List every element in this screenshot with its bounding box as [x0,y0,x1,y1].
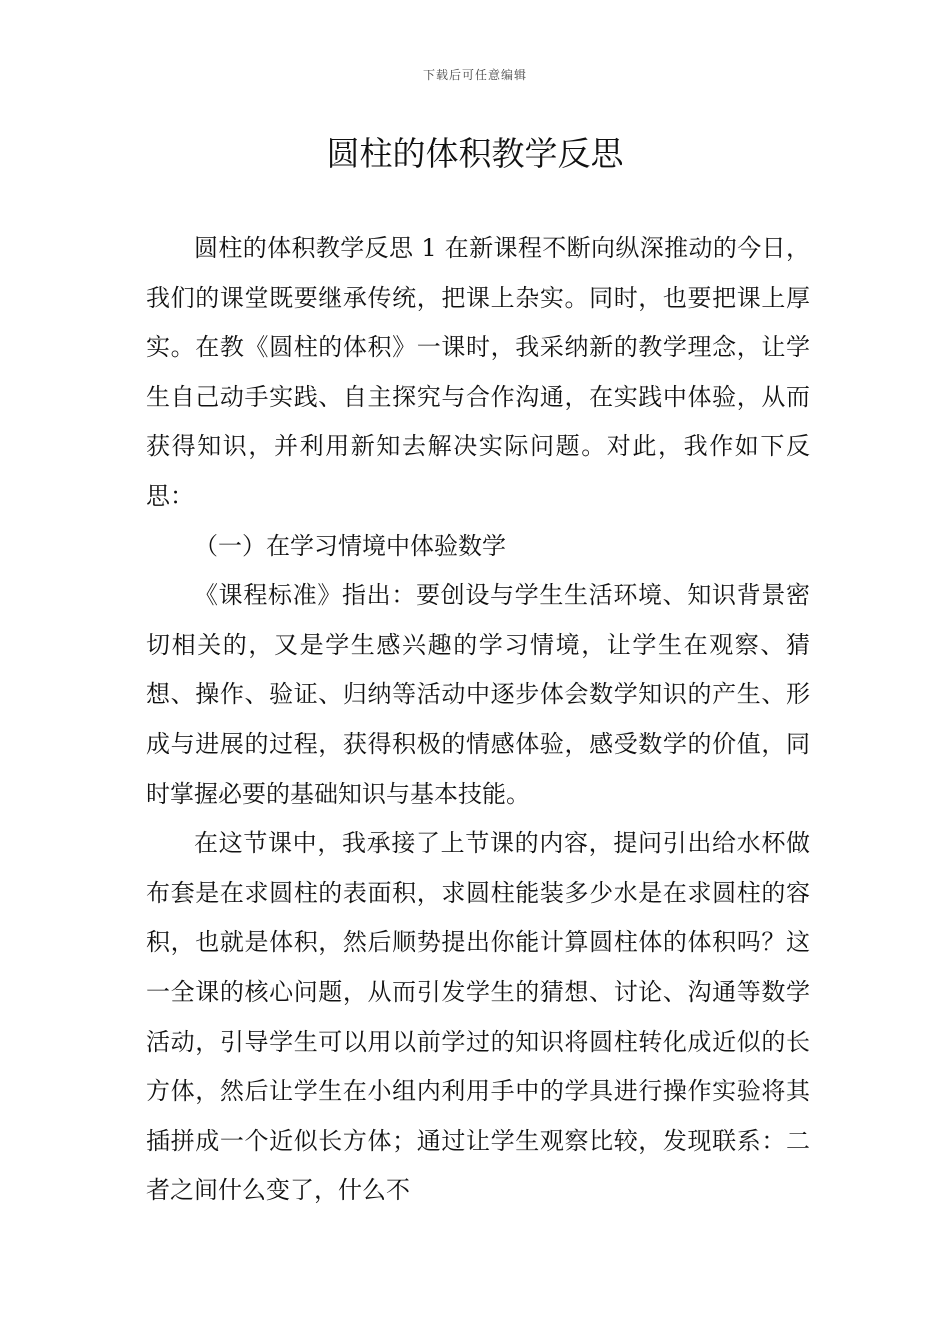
section-heading: （一）在学习情境中体验数学 [194,531,506,560]
header-note: 下载后可任意编辑 [422,68,527,82]
document-body [146,224,810,1216]
paragraph-curriculum-standard: 《课程标准》指出：要创设与学生生活环境、知识背景密切相关的，又是学生感兴趣的学习情境，让学生在观察、猜想、操作、验证、归纳等活动中逐步体会数学知识的产生、形成与进展的过程，获得积极的情感体验，感受数学的价值，同时掌握必要的基础知识与基本技能。 [146,581,810,808]
document-title: 圆柱的体积教学反思 [326,134,624,173]
paragraph-intro: 圆柱的体积教学反思 1 在新课程不断向纵深推动的今日，我们的课堂既要继承传统，把课上杂实。同时，也要把课上厚实。在教《圆柱的体积》一课时，我采纳新的教学理念，让学生自己动手实践、自主探究与合作沟通，在实践中体验，从而获得知识，并利用新知去解决实际问题。对此，我作如下反思： [146,234,810,510]
paragraph-lesson-process: 在这节课中，我承接了上节课的内容，提问引出给水杯做布套是在求圆柱的表面积，求圆柱能装多少水是在求圆柱的容积，也就是体积，然后顺势提出你能计算圆柱体的体积吗？这一全课的核心问题，从而引发学生的猜想、讨论、沟通等数学活动，引导学生可以用以前学过的知识将圆柱转化成近似的长方体，然后让学生在小组内利用手中的学具进行操作实验将其插拼成一个近似长方体；通过让学生观察比较，发现联系：二者之间什么变了，什么不 [146,829,810,1205]
